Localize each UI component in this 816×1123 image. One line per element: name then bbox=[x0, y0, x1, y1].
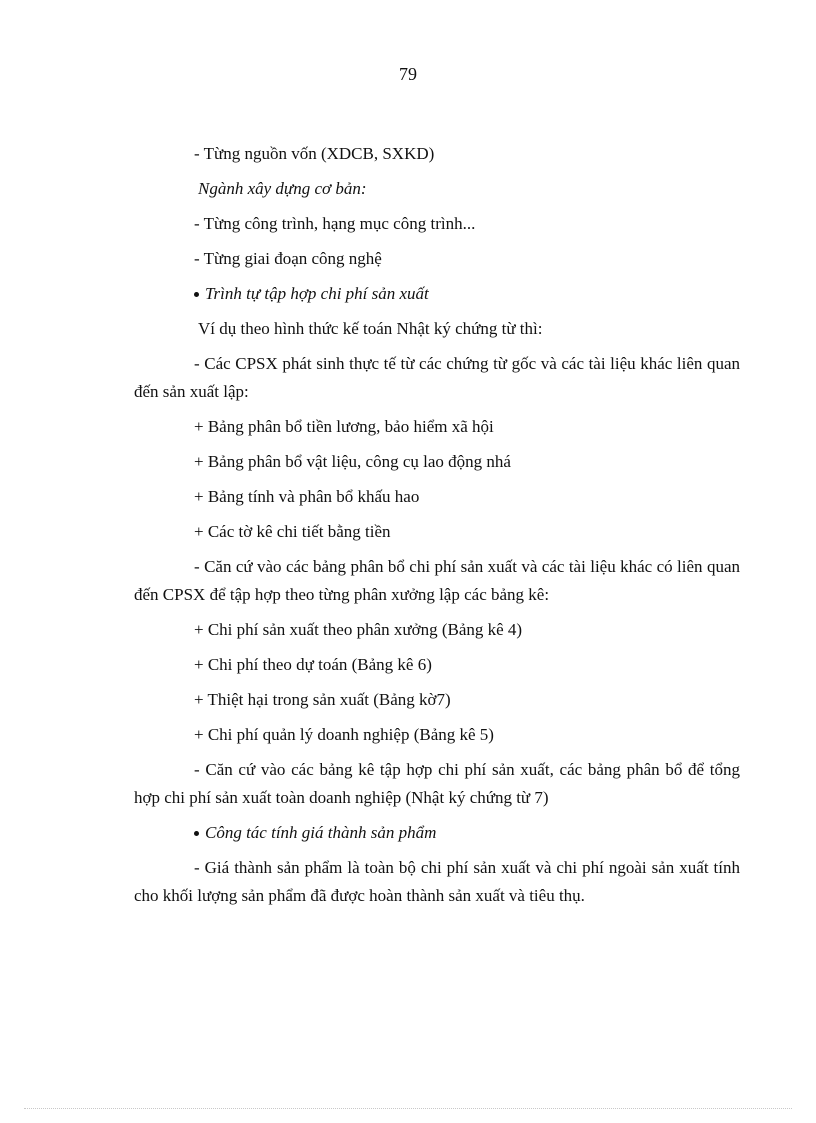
list-item: + Bảng phân bổ vật liệu, công cụ lao động nhá bbox=[194, 452, 511, 471]
subheading: Ngành xây dựng cơ bản: bbox=[198, 179, 367, 198]
bullet-heading bbox=[134, 819, 740, 847]
text-line: - Từng nguồn vốn (XDCB, SXKD) bbox=[194, 144, 435, 163]
paragraph: - Giá thành sản phẩm là toàn bộ chi phí sản xuất và chi phí ngoài sản xuất tính cho khối lượng sản phẩm đã được hoàn thành sản xuất và tiêu thụ. bbox=[134, 858, 740, 905]
bullet-heading-text: Trình tự tập hợp chi phí sản xuất bbox=[205, 284, 429, 303]
paragraph: - Căn cứ vào các bảng phân bổ chi phí sản xuất và các tài liệu khác có liên quan đến CPSX để tập hợp theo từng phân xưởng lập các bảng kê: bbox=[134, 557, 740, 604]
page-bottom-rule bbox=[24, 1108, 792, 1109]
list-item: + Bảng tính và phân bổ khấu hao bbox=[194, 487, 420, 506]
list-item: + Thiệt hại trong sản xuất (Bảng kờ7) bbox=[194, 690, 451, 709]
list-item: + Bảng phân bổ tiền lương, bảo hiểm xã hội bbox=[194, 417, 494, 436]
list-item: + Chi phí quản lý doanh nghiệp (Bảng kê 5) bbox=[194, 725, 494, 744]
list-item: + Các tờ kê chi tiết bằng tiền bbox=[194, 522, 391, 541]
list-item: + Chi phí sản xuất theo phân xưởng (Bảng kê 4) bbox=[194, 620, 523, 639]
bullet-heading-text: Công tác tính giá thành sản phẩm bbox=[205, 823, 437, 842]
paragraph: - Căn cứ vào các bảng kê tập hợp chi phí sản xuất, các bảng phân bổ để tổng hợp chi phí sản xuất toàn doanh nghiệp (Nhật ký chứng từ 7) bbox=[134, 760, 740, 807]
list-item: + Chi phí theo dự toán (Bảng kê 6) bbox=[194, 655, 432, 674]
bullet-icon bbox=[194, 831, 199, 836]
page-number: 79 bbox=[399, 64, 417, 84]
text-line: - Từng giai đoạn công nghệ bbox=[194, 249, 382, 268]
bullet-heading bbox=[134, 280, 740, 308]
bullet-icon bbox=[194, 292, 199, 297]
paragraph: - Các CPSX phát sinh thực tế từ các chứng từ gốc và các tài liệu khác liên quan đến sản xuất lập: bbox=[134, 354, 740, 401]
text-line: Ví dụ theo hình thức kế toán Nhật ký chứng từ thì: bbox=[198, 319, 543, 338]
document-body bbox=[134, 140, 740, 917]
text-line: - Từng công trình, hạng mục công trình... bbox=[194, 214, 476, 233]
